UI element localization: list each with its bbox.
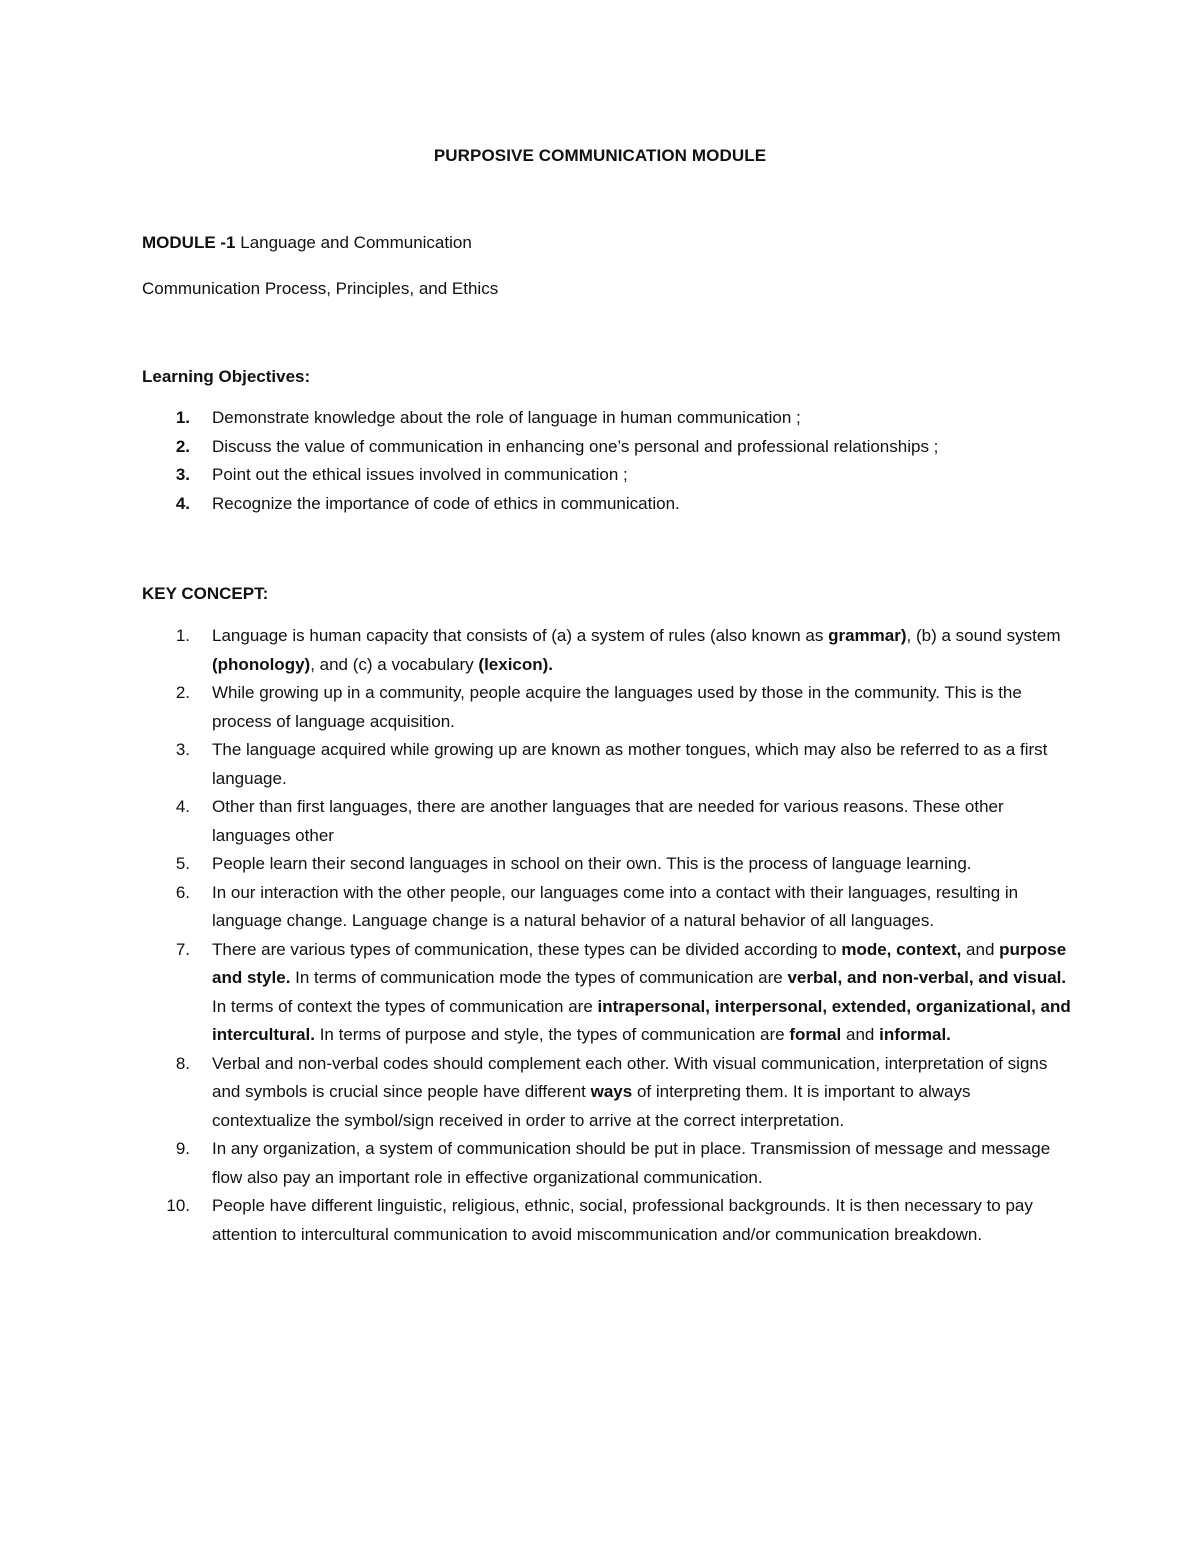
list-item-number: 10.: [166, 1196, 190, 1215]
document-title: PURPOSIVE COMMUNICATION MODULE: [433, 146, 767, 165]
list-item: [142, 1135, 1072, 1192]
list-item: [142, 936, 1072, 1050]
list-item: [142, 461, 1072, 490]
list-item-text: [212, 736, 1072, 793]
list-item: [142, 879, 1072, 936]
module-subtitle: Communication Process, Principles, and Ethics: [142, 279, 499, 298]
bold-term: grammar): [828, 626, 907, 645]
module-label: MODULE -1: [142, 233, 236, 252]
list-item: [142, 793, 1072, 850]
list-item: [142, 490, 1072, 519]
text-segment: and: [961, 939, 1000, 959]
list-item-text: [212, 850, 1072, 879]
text-segment: People learn their second languages in school on their own. This is the process of language learning.: [212, 854, 972, 873]
list-item-number: 2.: [175, 436, 190, 456]
bold-term: formal: [789, 1025, 842, 1044]
module-heading: [142, 233, 472, 253]
list-item-text: [212, 1192, 1072, 1249]
list-item: [142, 850, 1072, 879]
list-item: [142, 736, 1072, 793]
list-item: [142, 622, 1072, 679]
list-item-number: 8.: [175, 1053, 190, 1073]
list-item-text: [212, 622, 1072, 679]
list-item-number: 4.: [175, 797, 190, 816]
module-name: Language and Communication: [240, 233, 472, 252]
list-item-number: 5.: [175, 854, 190, 873]
text-segment: In terms of purpose and style, the types of communication are: [314, 1025, 790, 1044]
list-item-text: [212, 679, 1072, 736]
bold-term: mode, context,: [841, 939, 962, 959]
key-concept-list: [142, 622, 1072, 1249]
list-item: [142, 433, 1072, 462]
bold-term: (lexicon).: [478, 654, 554, 674]
key-concept-heading: KEY CONCEPT:: [142, 584, 269, 603]
list-item: [142, 679, 1072, 736]
bold-term: informal.: [879, 1025, 951, 1044]
text-segment: There are various types of communication, these types can be divided according to: [212, 939, 842, 959]
list-item-text: [212, 879, 1072, 936]
bold-term: intrapersonal, interpersonal, extended, organizational, and intercultural.: [212, 996, 1071, 1044]
list-item: [142, 1050, 1072, 1136]
text-segment: , and (c) a vocabulary: [310, 654, 479, 674]
bold-term: verbal, and non-verbal, and visual.: [787, 968, 1067, 987]
list-item-number: 3.: [175, 465, 190, 484]
text-segment: Other than first languages, there are another languages that are needed for various reasons. These other languages other: [212, 797, 1004, 845]
list-item-number: 1.: [175, 408, 190, 427]
text-segment: The language acquired while growing up are known as mother tongues, which may also be referred to as a first language.: [212, 740, 1048, 788]
bold-term: (phonology): [212, 654, 311, 674]
bold-term: ways: [590, 1082, 633, 1101]
list-item-number: 9.: [175, 1139, 190, 1158]
list-item-text: Demonstrate knowledge about the role of language in human communication ;: [212, 408, 801, 427]
list-item-number: 7.: [175, 939, 190, 959]
text-segment: and: [841, 1025, 880, 1044]
list-item-text: [212, 793, 1072, 850]
text-segment: In terms of context the types of communication are: [212, 996, 598, 1016]
text-segment: Verbal and non-verbal codes should complement each other. With visual communication, interpretation of signs and symbols is crucial since people have different: [212, 1053, 1048, 1101]
text-segment: In our interaction with the other people, our languages come into a contact with their languages, resulting in language change. Language change is a natural behavior of a natural behavior of all languages.: [212, 882, 1019, 930]
text-segment: People have different linguistic, religious, ethnic, social, professional backgrounds. It is then necessary to pay attention to intercultural communication to avoid miscommunication and/or communication breakdown.: [212, 1196, 1033, 1244]
list-item-number: 1.: [175, 626, 190, 645]
list-item-text: [212, 936, 1072, 1050]
list-item-number: 4.: [175, 493, 190, 513]
text-segment: In terms of communication mode the types of communication are: [290, 968, 788, 987]
text-segment: Language is human capacity that consists of (a) a system of rules (also known as: [212, 626, 829, 645]
list-item-text: Recognize the importance of code of ethics in communication.: [212, 493, 680, 513]
list-item-text: Point out the ethical issues involved in communication ;: [212, 465, 628, 484]
list-item-number: 3.: [175, 740, 190, 759]
list-item-text: [212, 1135, 1072, 1192]
list-item-text: Discuss the value of communication in enhancing one’s personal and professional relationships ;: [212, 436, 939, 456]
list-item: [142, 404, 1072, 433]
list-item-number: 2.: [175, 683, 190, 702]
objectives-heading: Learning Objectives:: [142, 367, 311, 386]
bold-term: purpose and style.: [212, 939, 1067, 987]
text-segment: of interpreting them. It is important to always contextualize the symbol/sign received in order to arrive at the correct interpretation.: [212, 1082, 971, 1130]
text-segment: While growing up in a community, people acquire the languages used by those in the community. This is the process of language acquisition.: [212, 683, 1022, 731]
objectives-list: [142, 404, 1072, 518]
list-item-number: 6.: [175, 882, 190, 902]
list-item-text: [212, 1050, 1072, 1136]
text-segment: , (b) a sound system: [906, 626, 1061, 645]
list-item: [142, 1192, 1072, 1249]
text-segment: In any organization, a system of communication should be put in place. Transmission of message and message flow also pay an important role in effective organizational communication.: [212, 1139, 1051, 1187]
